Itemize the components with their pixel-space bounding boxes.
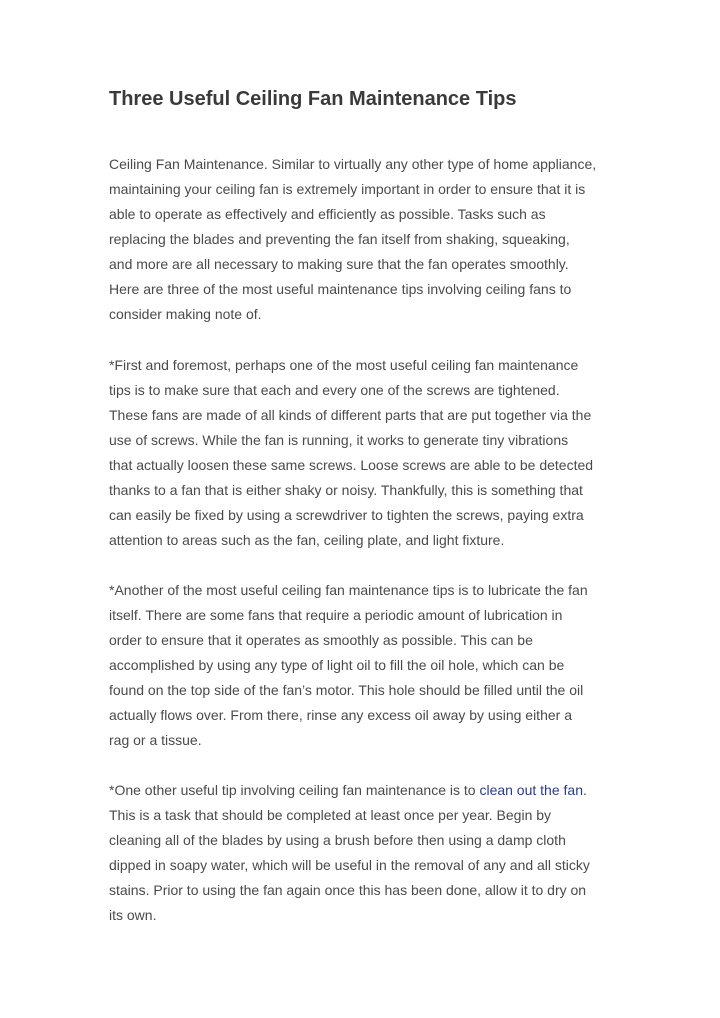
text-line: dipped in soapy water, which will be useful in the removal of any and all sticky xyxy=(109,857,590,873)
text-line: actually flows over. From there, rinse any excess oil away by using either a xyxy=(109,707,572,723)
paragraph-tip-lubricate xyxy=(109,578,629,753)
text-line: able to operate as effectively and efficiently as possible. Tasks such as xyxy=(109,206,546,222)
text-line: order to ensure that it operates as smoothly as possible. This can be xyxy=(109,632,533,648)
text-line: maintaining your ceiling fan is extremely important in order to ensure that it is xyxy=(109,181,586,197)
text-line: cleaning all of the blades by using a brush before then using a damp cloth xyxy=(109,832,566,848)
page-title: Three Useful Ceiling Fan Maintenance Tips xyxy=(109,88,517,110)
text-line: consider making note of. xyxy=(109,306,262,322)
text-fragment: . xyxy=(582,782,587,798)
text-line: attention to areas such as the fan, ceiling plate, and light fixture. xyxy=(109,532,505,548)
paragraph-tip-screws xyxy=(109,353,629,553)
text-line: This is a task that should be completed at least once per year. Begin by xyxy=(109,807,552,823)
text-line xyxy=(109,778,629,803)
text-line: stains. Prior to using the fan again once this has been done, allow it to dry on xyxy=(109,882,587,898)
text-line: rag or a tissue. xyxy=(109,732,202,748)
text-line: can easily be fixed by using a screwdriver to tighten the screws, paying extra xyxy=(109,507,584,523)
text-line: found on the top side of the fan’s motor. This hole should be filled until the oil xyxy=(109,682,584,698)
paragraph-intro xyxy=(109,152,629,327)
text-line: and more are all necessary to making sure that the fan operates smoothly. xyxy=(109,256,569,272)
text-line: *Another of the most useful ceiling fan maintenance tips is to lubricate the fan xyxy=(109,582,588,598)
text-line: its own. xyxy=(109,907,157,923)
text-line: replacing the blades and preventing the fan itself from shaking, squeaking, xyxy=(109,231,570,247)
paragraph-tip-clean xyxy=(109,778,629,928)
text-line: that actually loosen these same screws. Loose screws are able to be detected xyxy=(109,457,594,473)
text-line: *First and foremost, perhaps one of the most useful ceiling fan maintenance xyxy=(109,357,579,373)
text-line: tips is to make sure that each and every one of the screws are tightened. xyxy=(109,382,560,398)
text-fragment: *One other useful tip involving ceiling fan maintenance is to xyxy=(109,782,480,798)
text-line: Ceiling Fan Maintenance. Similar to virtually any other type of home appliance, xyxy=(109,156,597,172)
text-line: itself. There are some fans that require a periodic amount of lubrication in xyxy=(109,607,563,623)
text-line: These fans are made of all kinds of different parts that are put together via the xyxy=(109,407,592,423)
clean-out-the-fan-link[interactable]: clean out the fan xyxy=(479,782,583,798)
text-line: accomplished by using any type of light oil to fill the oil hole, which can be xyxy=(109,657,565,673)
text-line: use of screws. While the fan is running, it works to generate tiny vibrations xyxy=(109,432,569,448)
text-line: thanks to a fan that is either shaky or noisy. Thankfully, this is something that xyxy=(109,482,583,498)
text-line: Here are three of the most useful maintenance tips involving ceiling fans to xyxy=(109,281,572,297)
